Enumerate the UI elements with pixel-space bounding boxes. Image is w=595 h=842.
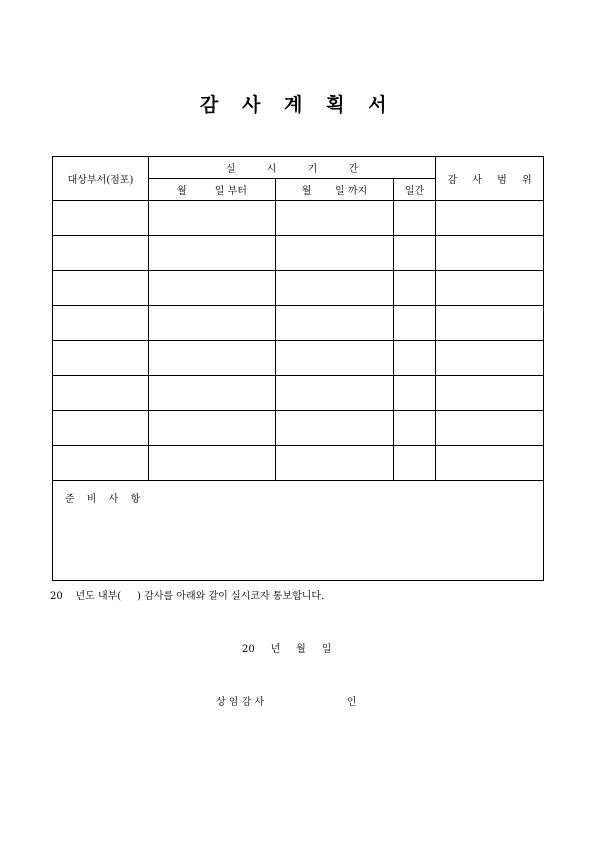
scope-cell[interactable] [436,236,544,271]
from-cell[interactable] [149,271,276,306]
table-row [53,446,544,481]
notes-row [53,481,544,581]
department-cell[interactable] [53,341,149,376]
audit-plan-table [52,156,544,581]
notes-label: 준 비 사 항 [65,494,145,505]
subheader-to-month: 월 [301,186,312,197]
from-cell[interactable] [149,201,276,236]
days-cell[interactable] [394,306,436,341]
table-row [53,271,544,306]
department-cell[interactable] [53,411,149,446]
header-scope [436,157,544,201]
subheader-to-day: 일 까지 [335,186,368,197]
notice-sentence: 20 년도 내부( ) 감사를 아래와 같이 실시코자 통보합니다. [50,591,325,602]
notes-cell[interactable] [53,481,544,581]
days-cell[interactable] [394,236,436,271]
from-cell[interactable] [149,306,276,341]
department-cell[interactable] [53,236,149,271]
days-cell[interactable] [394,376,436,411]
scope-cell[interactable] [436,376,544,411]
scope-cell[interactable] [436,201,544,236]
subheader-from [149,179,276,201]
subheader-days: 일간 [394,179,436,201]
document-title: 감 사 계 획 서 [199,94,396,116]
scope-cell[interactable] [436,271,544,306]
table-row [53,411,544,446]
date-line: 20 년 월 일 [242,644,332,655]
header-scope-label: 감 사 범 위 [447,175,538,186]
to-cell[interactable] [276,341,394,376]
header-period [149,157,436,179]
scope-cell[interactable] [436,446,544,481]
department-cell[interactable] [53,376,149,411]
from-cell[interactable] [149,411,276,446]
from-cell[interactable] [149,376,276,411]
department-cell[interactable] [53,271,149,306]
scope-cell[interactable] [436,341,544,376]
from-cell[interactable] [149,236,276,271]
to-cell[interactable] [276,446,394,481]
days-cell[interactable] [394,411,436,446]
scope-cell[interactable] [436,411,544,446]
to-cell[interactable] [276,271,394,306]
header-period-label: 실 시 기 간 [225,164,373,175]
table-row [53,306,544,341]
header-department: 대상부서(점포) [53,157,149,201]
table-row [53,201,544,236]
department-cell[interactable] [53,306,149,341]
to-cell[interactable] [276,236,394,271]
from-cell[interactable] [149,446,276,481]
days-cell[interactable] [394,201,436,236]
table-row [53,236,544,271]
department-cell[interactable] [53,446,149,481]
to-cell[interactable] [276,306,394,341]
days-cell[interactable] [394,271,436,306]
department-cell[interactable] [53,201,149,236]
signature-line: 상 임 감 사 인 [216,697,357,708]
table-row [53,341,544,376]
days-cell[interactable] [394,341,436,376]
subheader-to [276,179,394,201]
table-row [53,376,544,411]
to-cell[interactable] [276,411,394,446]
table-header-row [53,157,544,179]
from-cell[interactable] [149,341,276,376]
scope-cell[interactable] [436,306,544,341]
subheader-from-month: 월 [177,186,187,197]
to-cell[interactable] [276,201,394,236]
to-cell[interactable] [276,376,394,411]
days-cell[interactable] [394,446,436,481]
subheader-from-day: 일 부터 [214,186,247,197]
